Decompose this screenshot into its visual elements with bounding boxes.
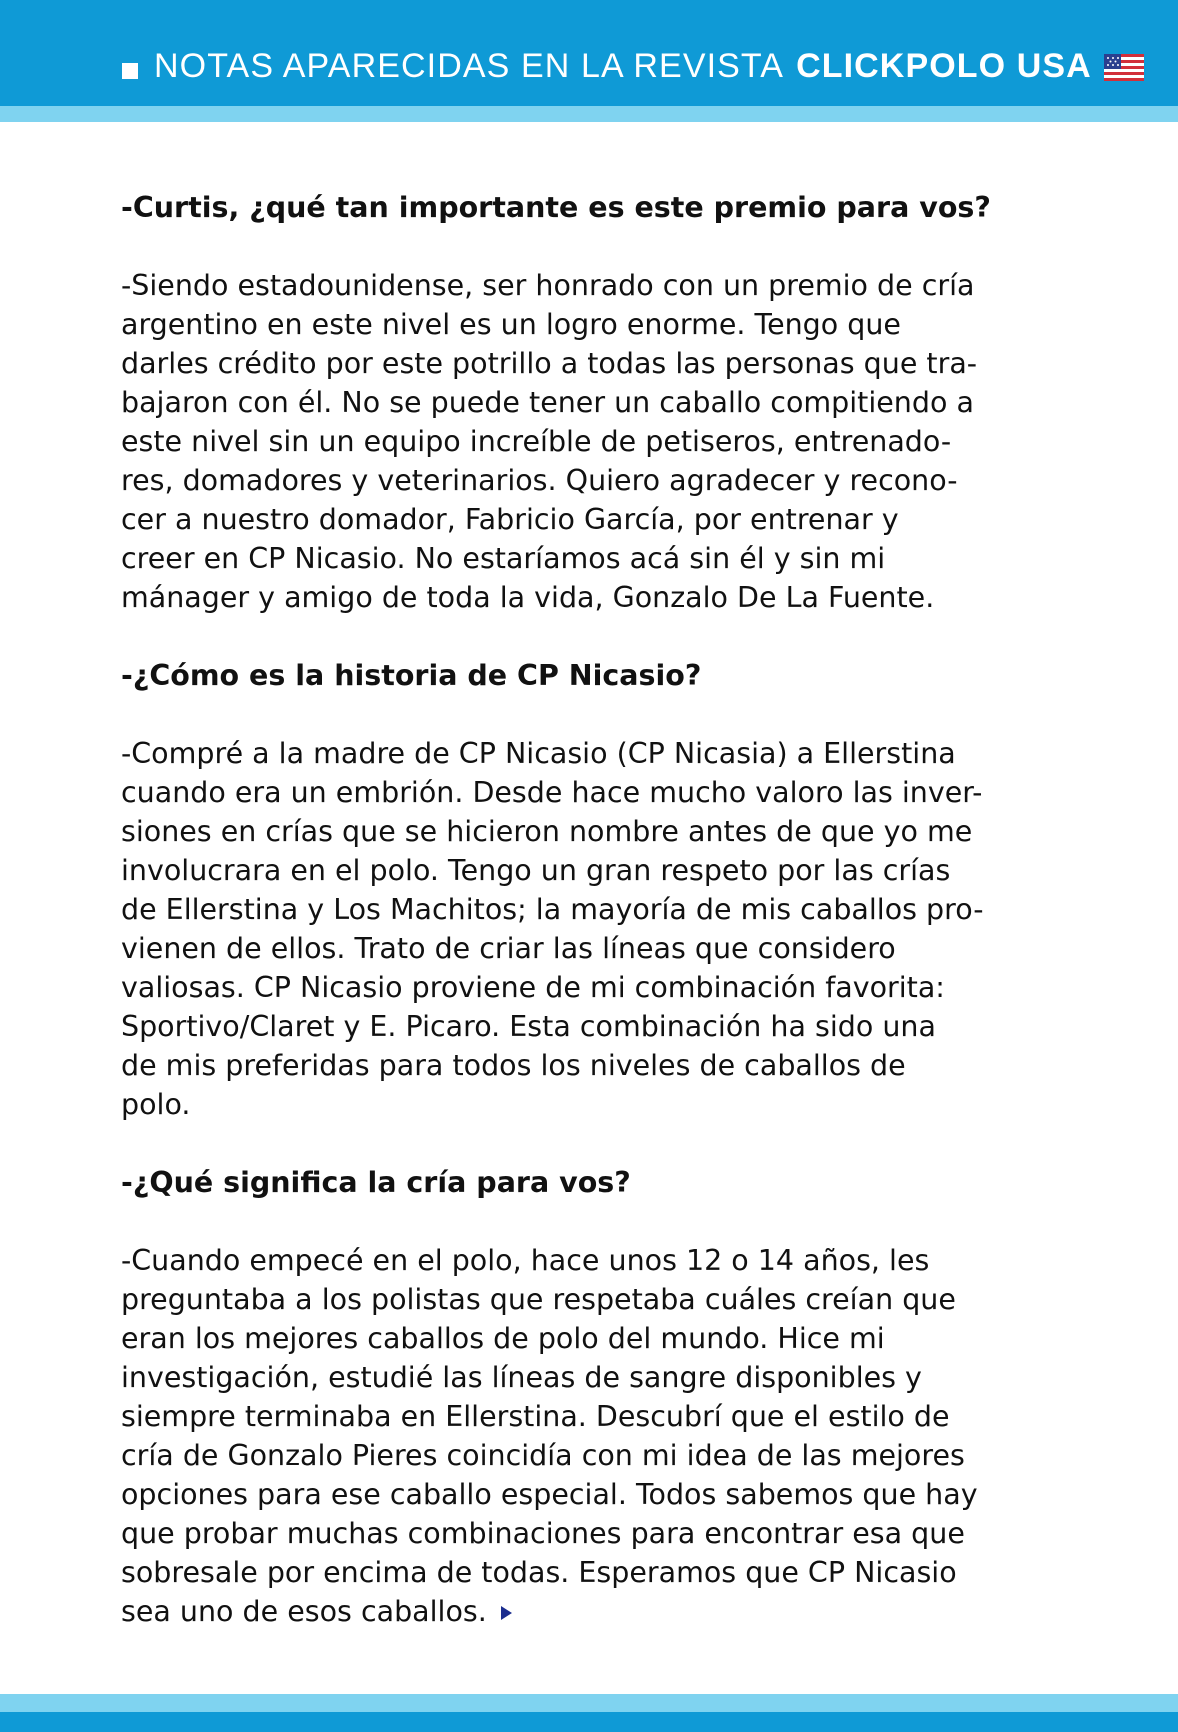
answer-line: cer a nuestro domador, Fabricio García, por entrenar y [121,503,899,536]
answer-line: res, domadores y veterinarios. Quiero agradecer y recono- [121,464,958,497]
answer-line: vienen de ellos. Trato de criar las líneas que considero [121,932,896,965]
answer-line: que probar muchas combinaciones para encontrar esa que [121,1517,965,1550]
footer-bar [0,1712,1178,1732]
answer-paragraph [121,734,1041,1124]
answer-line: argentino en este nivel es un logro enorme. Tengo que [121,308,901,341]
question-heading: -¿Cómo es la historia de CP Nicasio? [121,659,702,692]
qa-section-1 [121,188,1041,617]
answer-line: -Cuando empecé en el polo, hace unos 12 o 14 años, les [121,1244,930,1277]
continue-arrow-icon [501,1606,512,1620]
answer-line: cuando era un embrión. Desde hace mucho valoro las inver- [121,776,983,809]
answer-line: involucrara en el polo. Tengo un gran respeto por las crías [121,854,951,887]
question-heading: -Curtis, ¿qué tan importante es este premio para vos? [121,191,991,224]
answer-line: siones en crías que se hicieron nombre antes de que yo me [121,815,973,848]
answer-line: darles crédito por este potrillo a todas las personas que tra- [121,347,978,380]
answer-line: investigación, estudié las líneas de sangre disponibles y [121,1361,922,1394]
answer-line: bajaron con él. No se puede tener un caballo compitiendo a [121,386,974,419]
answer-line: preguntaba a los polistas que respetaba cuáles creían que [121,1283,956,1316]
answer-paragraph [121,1241,1041,1631]
magazine-header [122,44,1144,88]
header-stripe [0,106,1178,122]
answer-line: Sportivo/Claret y E. Picaro. Esta combinación ha sido una [121,1010,936,1043]
answer-line: este nivel sin un equipo increíble de petiseros, entrenado- [121,425,952,458]
answer-line: -Siendo estadounidense, ser honrado con un premio de cría [121,269,975,302]
answer-line: mánager y amigo de toda la vida, Gonzalo De La Fuente. [121,581,935,614]
answer-line: siempre terminaba en Ellerstina. Descubrí que el estilo de [121,1400,950,1433]
answer-line: valiosas. CP Nicasio proviene de mi combinación favorita: [121,971,945,1004]
qa-section-2 [121,656,1041,1124]
footer-stripe [0,1694,1178,1712]
answer-line: sobresale por encima de todas. Esperamos que CP Nicasio [121,1556,957,1589]
answer-line: cría de Gonzalo Pieres coincidía con mi idea de las mejores [121,1439,965,1472]
answer-line: de mis preferidas para todos los niveles de caballos de [121,1049,906,1082]
question-heading: -¿Qué significa la cría para vos? [121,1166,631,1199]
answer-line: eran los mejores caballos de polo del mundo. Hice mi [121,1322,885,1355]
answer-line-text: sea uno de esos caballos. [121,1595,487,1628]
qa-section-3 [121,1163,1041,1631]
answer-line: polo. [121,1088,191,1121]
square-icon [122,63,138,79]
header-prefix: NOTAS APARECIDAS EN LA REVISTA [154,46,785,85]
us-flag-icon [1104,54,1144,81]
answer-line: creer en CP Nicasio. No estaríamos acá sin él y sin mi [121,542,886,575]
answer-line: -Compré a la madre de CP Nicasio (CP Nicasia) a Ellerstina [121,737,956,770]
header-brand: CLICKPOLO USA [796,46,1092,85]
answer-paragraph [121,266,1041,617]
answer-line-last [121,1592,1041,1631]
article-body [121,188,1041,1631]
answer-line: opciones para ese caballo especial. Todos sabemos que hay [121,1478,978,1511]
answer-line: de Ellerstina y Los Machitos; la mayoría de mis caballos pro- [121,893,984,926]
